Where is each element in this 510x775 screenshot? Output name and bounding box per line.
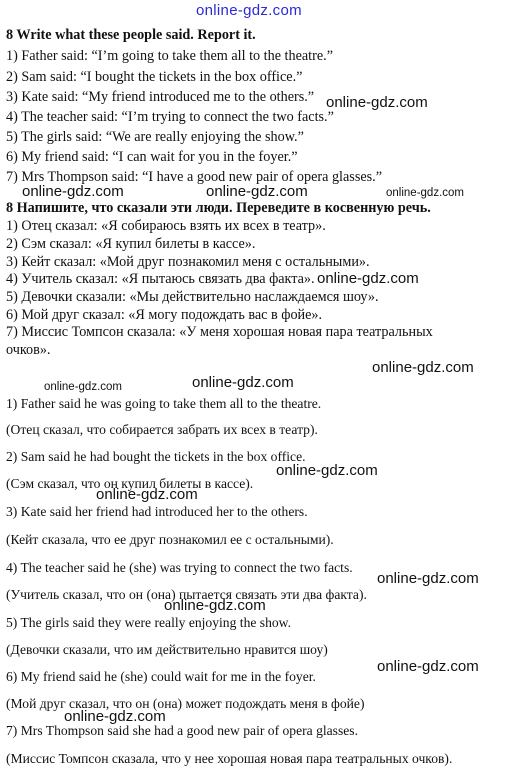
exercise-ru-item-3: 3) Кейт сказал: «Мой друг познакомил меня с остальными». [6, 254, 370, 270]
watermark: online-gdz.com [377, 658, 479, 675]
watermark: online-gdz.com [64, 708, 166, 725]
exercise-ru-item-6: 6) Мой друг сказал: «Я могу подождать вас в фойе». [6, 307, 323, 323]
answer-3-en: 3) Kate said her friend had introduced her to the others. [6, 504, 308, 519]
watermark: online-gdz.com [326, 94, 428, 111]
answer-6-ru: (Мой друг сказал, что он (она) может подождать меня в фойе) [6, 696, 365, 711]
exercise-en-item-7: 7) Mrs Thompson said: “I have a good new pair of opera glasses.” [6, 169, 383, 185]
exercise-en-item-4: 4) The teacher said: “I’m trying to connect the two facts.” [6, 109, 334, 125]
answer-5-ru: (Девочки сказали, что им действительно нравится шоу) [6, 642, 328, 657]
watermark: online-gdz.com [372, 359, 474, 376]
exercise-en-item-6: 6) My friend said: “I can wait for you in the foyer.” [6, 149, 298, 165]
answer-7-ru: (Миссис Томпсон сказала, что у нее хорошая новая пара театральных очков). [6, 751, 453, 766]
watermark: online-gdz.com [164, 597, 266, 614]
exercise-ru-item-5: 5) Девочки сказали: «Мы действительно наслаждаемся шоу». [6, 289, 379, 305]
exercise-en-item-5: 5) The girls said: “We are really enjoying the show.” [6, 129, 304, 145]
watermark-top: online-gdz.com [196, 2, 302, 19]
watermark: online-gdz.com [386, 187, 464, 199]
exercise-ru-item-1: 1) Отец сказал: «Я собираюсь взять их всех в театр». [6, 218, 326, 234]
exercise-ru-item-2: 2) Сэм сказал: «Я купил билеты в кассе». [6, 236, 256, 252]
exercise-ru-item-4: 4) Учитель сказал: «Я пытаюсь связать два факта». [6, 271, 315, 287]
answer-1-ru: (Отец сказал, что собирается забрать их всех в театр). [6, 422, 318, 437]
watermark: online-gdz.com [192, 374, 294, 391]
answer-4-en: 4) The teacher said he (she) was trying to connect the two facts. [6, 560, 353, 575]
exercise-en-item-2: 2) Sam said: “I bought the tickets in the box office.” [6, 69, 303, 85]
answer-1-en: 1) Father said he was going to take them all to the theatre. [6, 396, 322, 411]
exercise-ru-item-7-cont: очков». [6, 342, 51, 358]
answer-4-ru: (Учитель сказал, что он (она) пытается связать эти два факта). [6, 587, 367, 602]
watermark: online-gdz.com [44, 381, 122, 393]
watermark: online-gdz.com [276, 462, 378, 479]
exercise-en-item-3: 3) Kate said: “My friend introduced me to the others.” [6, 89, 315, 105]
watermark: online-gdz.com [206, 183, 308, 200]
answer-2-en: 2) Sam said he had bought the tickets in the box office. [6, 449, 306, 464]
answer-2-ru: (Сэм сказал, что он купил билеты в кассе). [6, 476, 254, 491]
watermark: online-gdz.com [377, 570, 479, 587]
answer-3-ru: (Кейт сказала, что ее друг познакомил ее с остальными). [6, 532, 334, 547]
watermark: online-gdz.com [96, 486, 198, 503]
exercise-en-heading: 8 Write what these people said. Report it. [6, 27, 256, 43]
watermark: online-gdz.com [317, 270, 419, 287]
watermark: online-gdz.com [22, 183, 124, 200]
exercise-ru-item-7: 7) Миссис Томпсон сказала: «У меня хорошая новая пара театральных [6, 324, 433, 340]
exercise-ru-heading: 8 Напишите, что сказали эти люди. Переведите в косвенную речь. [6, 200, 431, 216]
exercise-en-item-1: 1) Father said: “I’m going to take them all to the theatre.” [6, 48, 333, 64]
answer-5-en: 5) The girls said they were really enjoying the show. [6, 615, 292, 630]
answer-6-en: 6) My friend said he (she) could wait for me in the foyer. [6, 669, 316, 684]
answer-7-en: 7) Mrs Thompson said she had a good new pair of opera glasses. [6, 723, 358, 738]
